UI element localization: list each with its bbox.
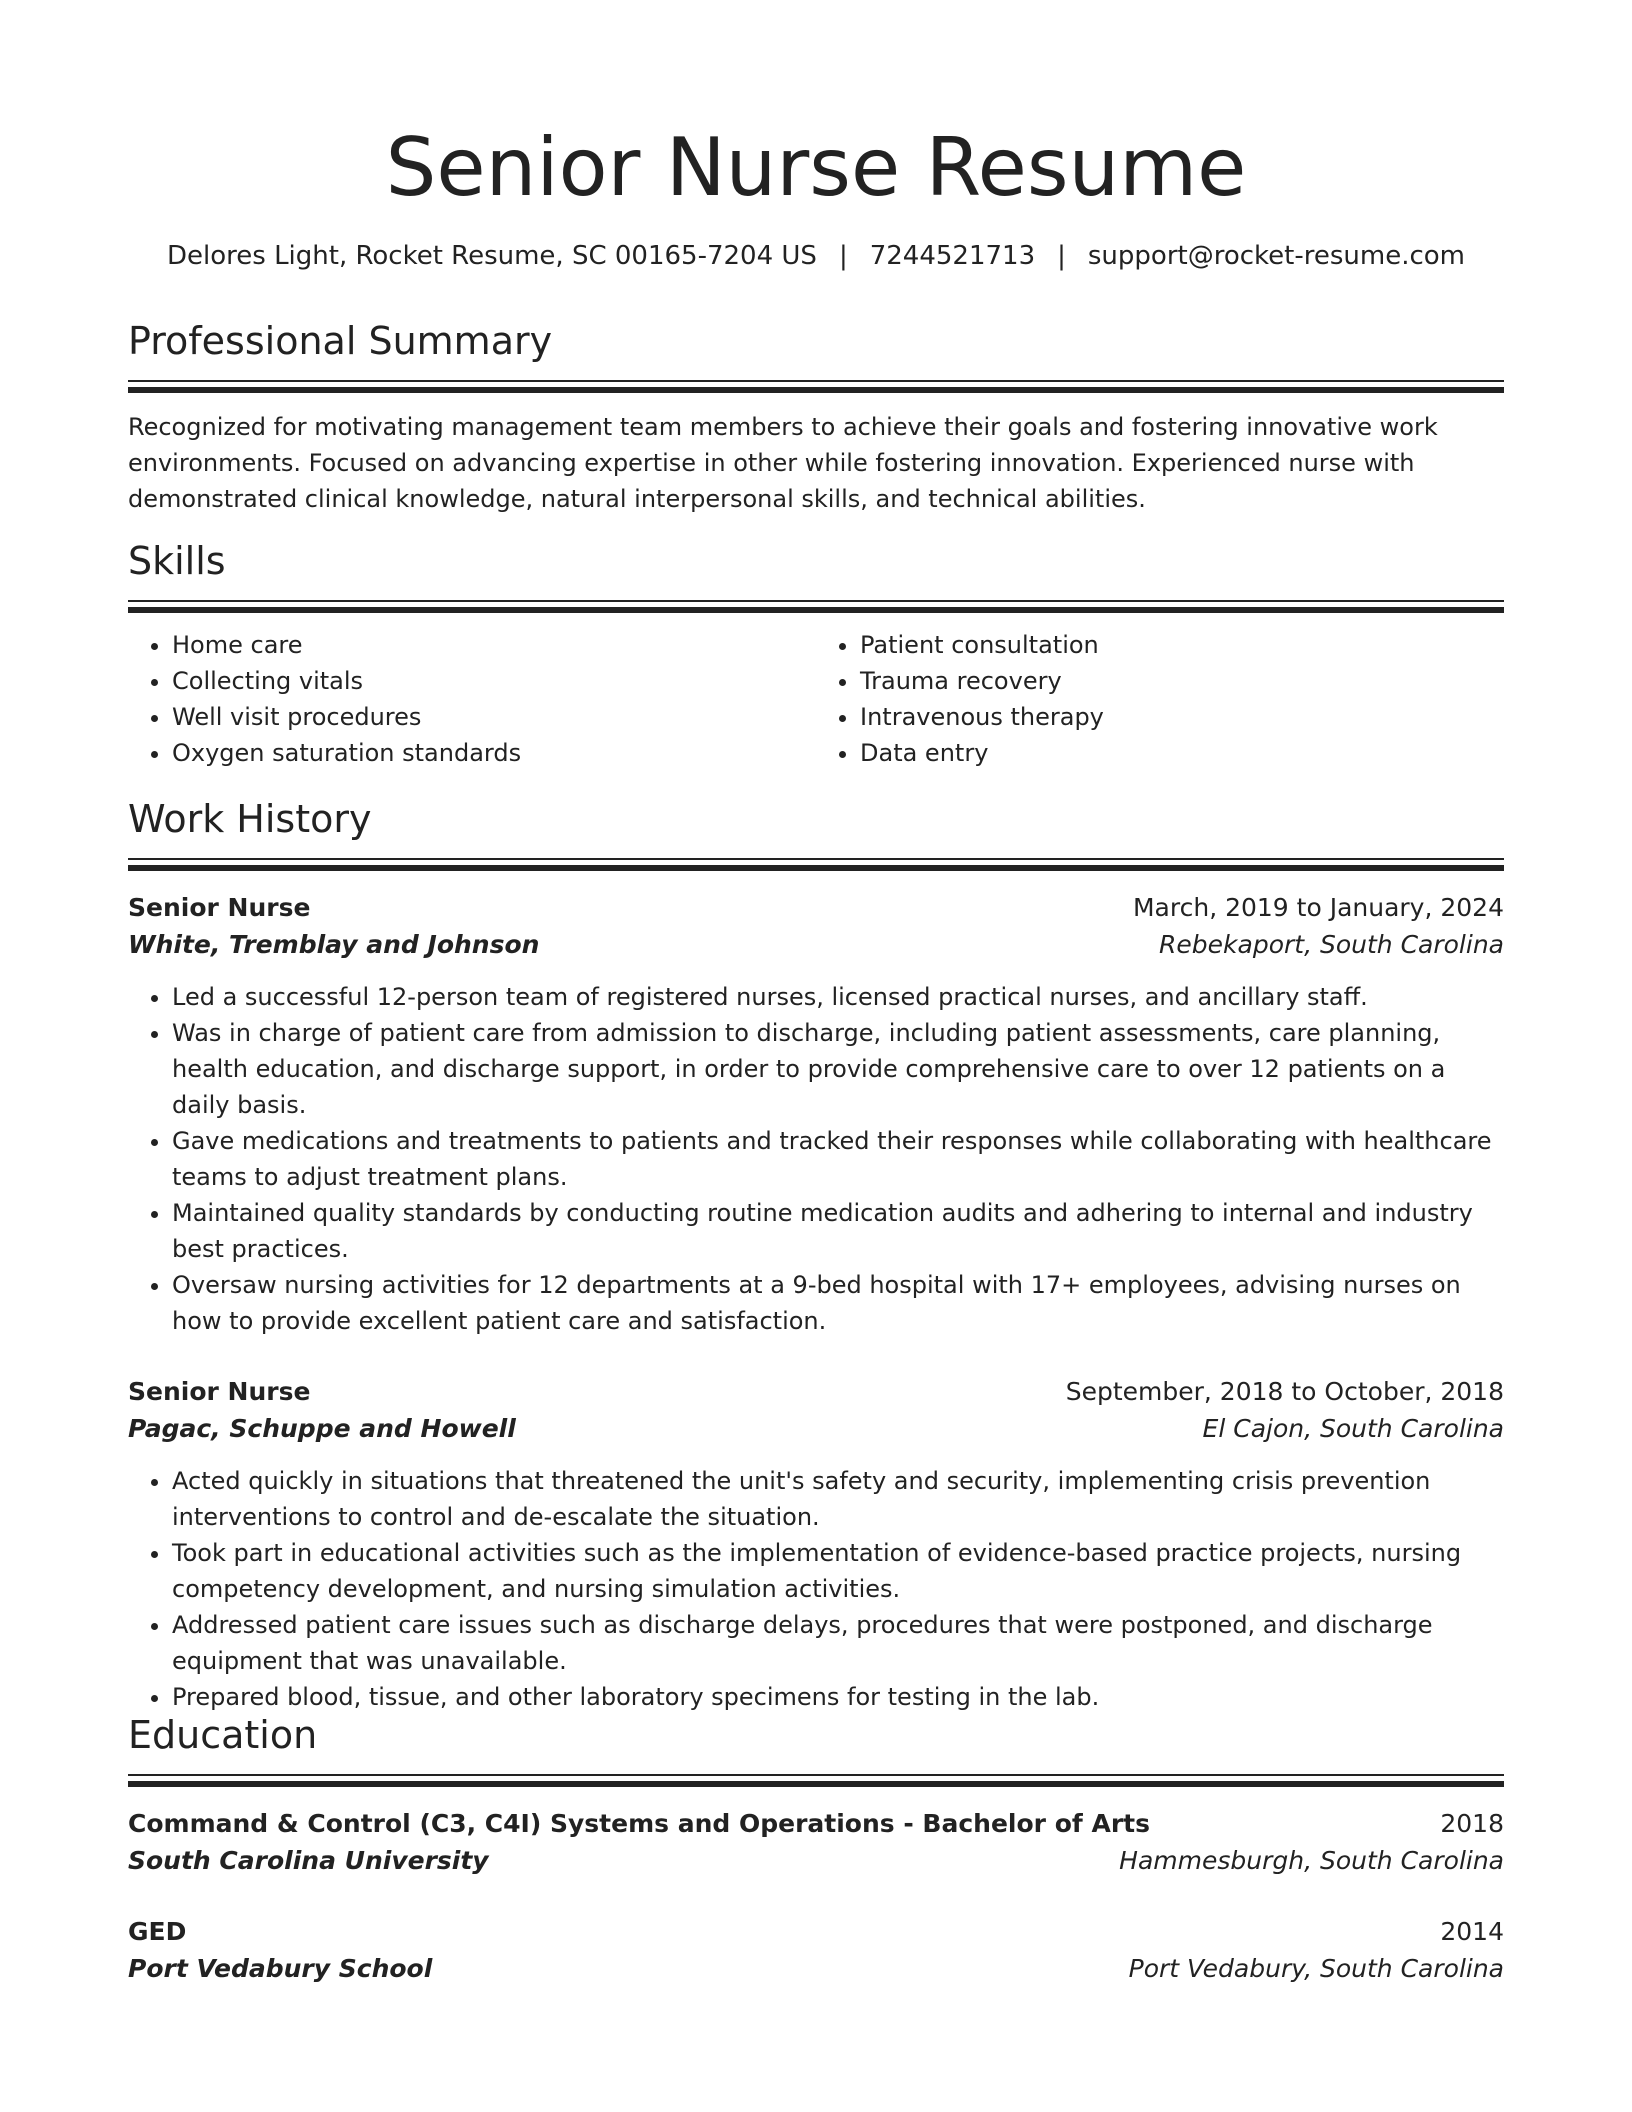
job-bullet: • Maintained quality standards by conducting routine medication audits and adhering to internal and industry best practices. [172, 1195, 1504, 1267]
job-location: Rebekaport, South Carolina [1159, 930, 1504, 959]
contact-address: Delores Light, Rocket Resume, SC 00165-7204 US [167, 241, 817, 271]
skills-columns [128, 627, 1504, 771]
contact-phone: 7244521713 [869, 241, 1036, 271]
job-title: Senior Nurse [128, 893, 311, 922]
job-entry [128, 889, 1504, 1339]
skills-list-right [816, 627, 1504, 771]
job-location: El Cajon, South Carolina [1202, 1414, 1504, 1443]
section-heading: Skills [128, 539, 226, 583]
contact-line [128, 239, 1504, 273]
skills-list-left [128, 627, 816, 771]
job-bullet: • Took part in educational activities such as the implementation of evidence-based practice projects, nursing competency development, and nursing simulation activities. [172, 1535, 1504, 1607]
job-bullet: • Addressed patient care issues such as discharge delays, procedures that were postponed, and discharge equipment that was unavailable. [172, 1607, 1504, 1679]
school-name: South Carolina University [128, 1846, 489, 1875]
summary-section [128, 318, 1504, 517]
section-divider [128, 380, 1504, 382]
job-dates: September, 2018 to October, 2018 [1065, 1377, 1504, 1406]
job-subheader [128, 926, 1504, 963]
education-entry [128, 1805, 1504, 1879]
skill-item: • Trauma recovery [860, 663, 1504, 699]
skill-item: • Well visit procedures [172, 699, 816, 735]
skills-section [128, 538, 1504, 771]
contact-separator: | [838, 241, 848, 271]
education-subheader [128, 1950, 1504, 1987]
job-bullet: • Gave medications and treatments to patients and tracked their responses while collaborating with healthcare teams to adjust treatment plans. [172, 1123, 1504, 1195]
section-divider [128, 1774, 1504, 1776]
degree: Command & Control (C3, C4I) Systems and Operations - Bachelor of Arts [128, 1809, 1150, 1838]
skill-item: • Data entry [860, 735, 1504, 771]
job-company: Pagac, Schuppe and Howell [128, 1414, 516, 1443]
contact-email: support@rocket-resume.com [1087, 241, 1465, 271]
degree: GED [128, 1917, 187, 1946]
skill-item: • Intravenous therapy [860, 699, 1504, 735]
contact-separator: | [1057, 241, 1066, 271]
job-bullets [128, 979, 1504, 1339]
job-subheader [128, 1410, 1504, 1447]
section-divider [128, 600, 1504, 602]
school-location: Hammesburgh, South Carolina [1119, 1846, 1504, 1875]
job-bullet: • Acted quickly in situations that threatened the unit's safety and security, implementing crisis prevention interventions to control and de-escalate the situation. [172, 1463, 1504, 1535]
section-heading: Work History [128, 797, 372, 841]
section-divider-thick [128, 865, 1504, 871]
section-divider-thick [128, 1781, 1504, 1787]
graduation-year: 2014 [1440, 1917, 1504, 1946]
graduation-year: 2018 [1440, 1809, 1504, 1838]
skill-item: • Oxygen saturation standards [172, 735, 816, 771]
school-location: Port Vedabury, South Carolina [1128, 1954, 1504, 1983]
job-bullet: • Prepared blood, tissue, and other laboratory specimens for testing in the lab. [172, 1679, 1504, 1715]
education-header [128, 1805, 1504, 1842]
job-bullet: • Was in charge of patient care from admission to discharge, including patient assessments, care planning, health education, and discharge support, in order to provide comprehensive care to over 12 patients on a daily basis. [172, 1015, 1504, 1123]
section-divider [128, 858, 1504, 860]
section-heading: Education [128, 1713, 318, 1757]
skill-item: • Patient consultation [860, 627, 1504, 663]
job-bullet: • Led a successful 12-person team of registered nurses, licensed practical nurses, and ancillary staff. [172, 979, 1504, 1015]
job-company: White, Tremblay and Johnson [128, 930, 540, 959]
job-bullets [128, 1463, 1504, 1715]
job-dates: March, 2019 to January, 2024 [1132, 893, 1504, 922]
education-header [128, 1913, 1504, 1950]
job-entry [128, 1373, 1504, 1715]
work-history-section [128, 796, 1504, 1715]
education-entry [128, 1913, 1504, 1987]
school-name: Port Vedabury School [128, 1954, 433, 1983]
job-title: Senior Nurse [128, 1377, 311, 1406]
skill-item: • Collecting vitals [172, 663, 816, 699]
section-heading: Professional Summary [128, 319, 553, 363]
skill-item: • Home care [172, 627, 816, 663]
section-divider-thick [128, 607, 1504, 613]
job-bullet: • Oversaw nursing activities for 12 departments at a 9-bed hospital with 17+ employees, advising nurses on how to provide excellent patient care and satisfaction. [172, 1267, 1504, 1339]
section-divider-thick [128, 387, 1504, 393]
education-section [128, 1712, 1504, 1987]
resume-title: Senior Nurse Resume [385, 121, 1247, 214]
summary-text: Recognized for motivating management team members to achieve their goals and fostering innovative work environments. Focused on advancing expertise in other while fostering innovation. Experienced nurse with demonstrated clinical knowledge, natural interpersonal skills, and technical abilities. [128, 413, 1438, 513]
job-header [128, 1373, 1504, 1410]
education-subheader [128, 1842, 1504, 1879]
job-header [128, 889, 1504, 926]
